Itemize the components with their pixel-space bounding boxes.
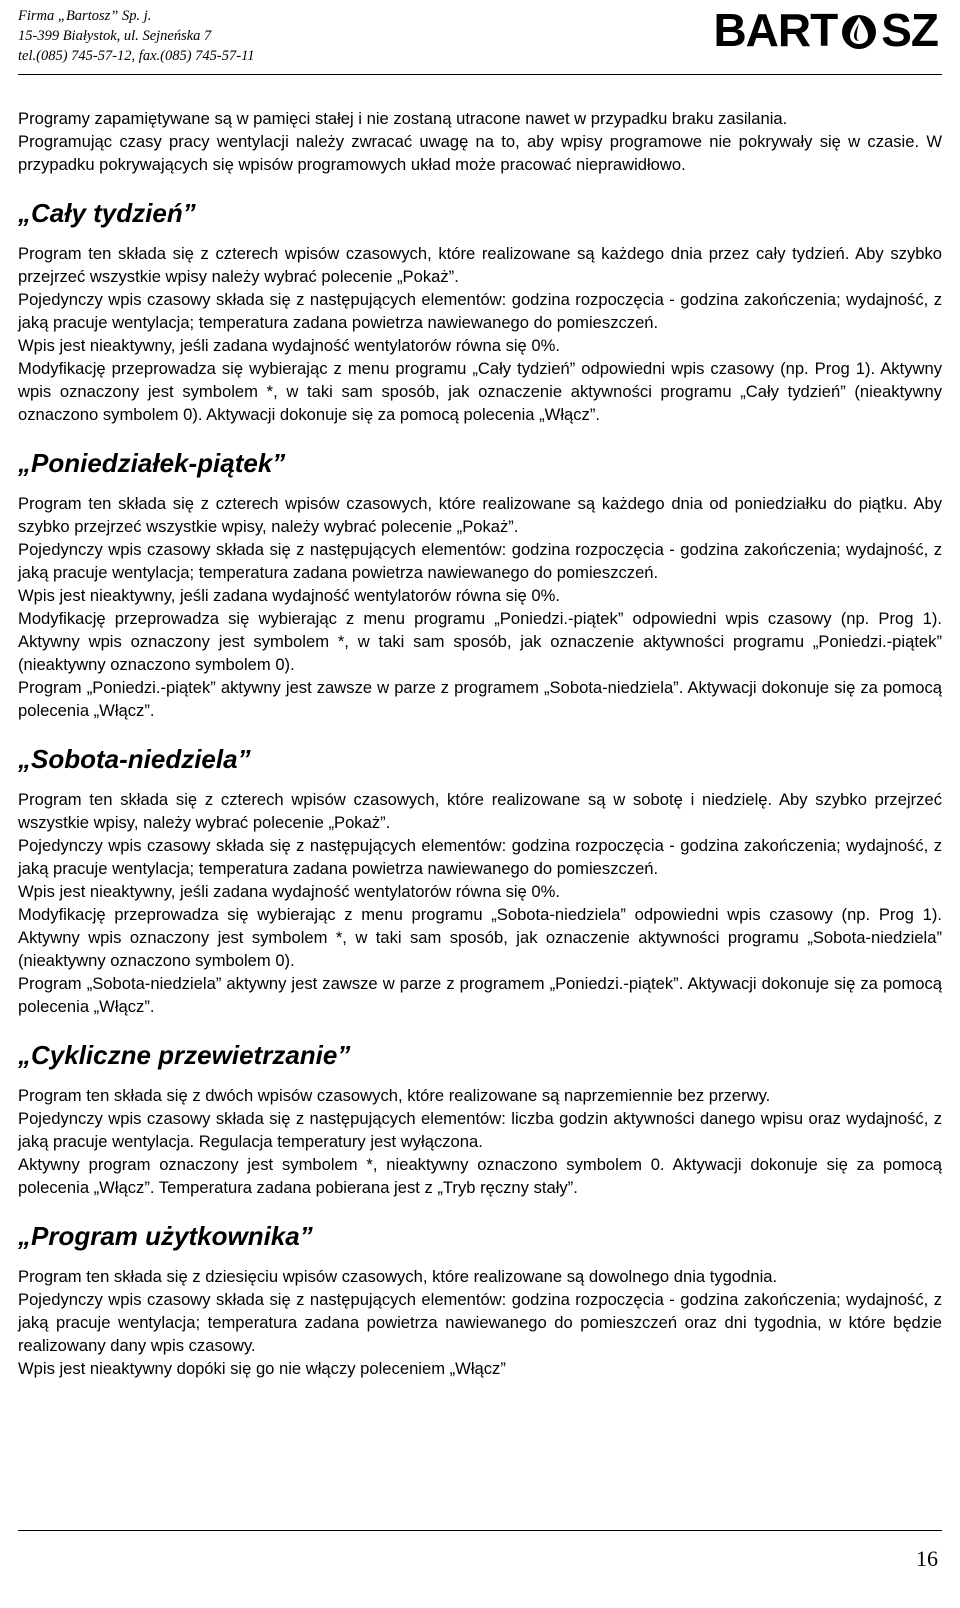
company-info (18, 6, 255, 66)
company-address: 15-399 Białystok, ul. Sejneńska 7 (18, 28, 212, 44)
footer-divider (18, 1530, 942, 1531)
section-paragraph: Wpis jest nieaktywny, jeśli zadana wydajność wentylatorów równa się 0%. (18, 586, 560, 605)
section-heading: „Poniedziałek-piątek” (18, 448, 286, 478)
section-heading: „Sobota-niedziela” (18, 744, 251, 774)
section-paragraph: Program ten składa się z czterech wpisów czasowych, które realizowane są w sobotę i niedzielę. Aby szybko przejrzeć wszystkie wpisy, należy wybrać polecenie „Pokaż”. (18, 790, 942, 832)
section-paragraph: Pojedynczy wpis czasowy składa się z następujących elementów: godzina rozpoczęcia - godzina zakończenia; wydajność, z jaką pracuje wentylacja; temperatura zadana powietrza nawiewanego do pomieszczeń oraz dni tygodnia, w które będzie realizowany dany wpis czasowy. (18, 1290, 942, 1355)
section-paragraph: Program ten składa się z dwóch wpisów czasowych, które realizowane są naprzemiennie bez przerwy. (18, 1086, 771, 1105)
section-paragraph: Program ten składa się z czterech wpisów czasowych, które realizowane są każdego dnia przez cały tydzień. Aby szybko przejrzeć wszystkie wpisy należy wybrać polecenie „Pokaż”. (18, 244, 942, 286)
section-paragraph: Program ten składa się z czterech wpisów czasowych, które realizowane są każdego dnia od poniedziałku do piątku. Aby szybko przejrzeć wszystkie wpisy, należy wybrać polecenie „Pokaż”. (18, 494, 942, 536)
section-paragraph: Wpis jest nieaktywny, jeśli zadana wydajność wentylatorów równa się 0%. (18, 336, 560, 355)
section-paragraph: Program ten składa się z dziesięciu wpisów czasowych, które realizowane są dowolnego dnia tygodnia. (18, 1267, 778, 1286)
section-heading: „Program użytkownika” (18, 1221, 313, 1251)
logo-text-left: BART (713, 4, 838, 56)
section-paragraph: Modyfikację przeprowadza się wybierając z menu programu „Poniedzi.-piątek” odpowiedni wpis czasowy (np. Prog 1). Aktywny wpis oznaczony jest symbolem *, w taki sam sposób, jak oznaczenie aktywności programu „Poniedzi.-piątek” (nieaktywny oznaczono symbolem 0). (18, 609, 942, 674)
document-body (18, 107, 942, 1380)
company-name: Firma „Bartosz” Sp. j. (18, 8, 152, 24)
section-paragraph: Modyfikację przeprowadza się wybierając z menu programu „Sobota-niedziela” odpowiedni wpis czasowy (np. Prog 1). Aktywny wpis oznaczony jest symbolem *, w taki sam sposób, jak oznaczenie aktywności programu „Sobota-niedziela” (nieaktywny oznaczono symbolem 0). (18, 905, 942, 970)
section-paragraph: Program „Sobota-niedziela” aktywny jest zawsze w parze z programem „Poniedzi.-piątek”. Aktywacji dokonuje się za pomocą polecenia „Włącz”. (18, 974, 942, 1016)
section-paragraph: Pojedynczy wpis czasowy składa się z następujących elementów: liczba godzin aktywności danego wpisu oraz wydajność, z jaką pracuje wentylacja. Regulacja temperatury jest wyłączona. (18, 1109, 942, 1151)
intro-paragraph: Programując czasy pracy wentylacji należy zwracać uwagę na to, aby wpisy programowe nie pokrywały się w czasie. W przypadku pokrywających się wpisów programowych układ może pracować nieprawidłowo. (18, 132, 942, 174)
header-divider (18, 74, 942, 75)
section-paragraph: Wpis jest nieaktywny, jeśli zadana wydajność wentylatorów równa się 0%. (18, 882, 560, 901)
section-paragraph: Pojedynczy wpis czasowy składa się z następujących elementów: godzina rozpoczęcia - godzina zakończenia; wydajność, z jaką pracuje wentylacja; temperatura zadana powietrza nawiewanego do pomieszczeń. (18, 836, 942, 878)
company-logo (713, 4, 938, 56)
section-paragraph: Program „Poniedzi.-piątek” aktywny jest zawsze w parze z programem „Sobota-niedziela”. Aktywacji dokonuje się za pomocą polecenia „Włącz”. (18, 678, 942, 720)
section-paragraph: Pojedynczy wpis czasowy składa się z następujących elementów: godzina rozpoczęcia - godzina zakończenia; wydajność, z jaką pracuje wentylacja; temperatura zadana powietrza nawiewanego do pomieszczeń. (18, 290, 942, 332)
logo-text-right: SZ (881, 4, 938, 56)
section-heading: „Cały tydzień” (18, 198, 196, 228)
intro-paragraph: Programy zapamiętywane są w pamięci stałej i nie zostaną utracone nawet w przypadku braku zasilania. (18, 109, 788, 128)
page-number: 16 (916, 1546, 938, 1571)
section-paragraph: Wpis jest nieaktywny dopóki się go nie włączy poleceniem „Włącz” (18, 1359, 506, 1378)
section-heading: „Cykliczne przewietrzanie” (18, 1040, 351, 1070)
section-paragraph: Aktywny program oznaczony jest symbolem *, nieaktywny oznaczono symbolem 0. Aktywacji dokonuje się za pomocą polecenia „Włącz”. Temperatura zadana pobierana jest z „Tryb ręczny stały”. (18, 1155, 942, 1197)
company-phone: tel.(085) 745-57-12, fax.(085) 745-57-11 (18, 48, 255, 64)
section-paragraph: Modyfikację przeprowadza się wybierając z menu programu „Cały tydzień” odpowiedni wpis czasowy (np. Prog 1). Aktywny wpis oznaczony jest symbolem *, w taki sam sposób, jak oznaczenie aktywności programu „Cały tydzień” (nieaktywny oznaczono symbolem 0). Aktywacji dokonuje się za pomocą polecenia „Włącz”. (18, 359, 942, 424)
drop-logo-icon (839, 8, 879, 52)
section-paragraph: Pojedynczy wpis czasowy składa się z następujących elementów: godzina rozpoczęcia - godzina zakończenia; wydajność, z jaką pracuje wentylacja; temperatura zadana powietrza nawiewanego do pomieszczeń. (18, 540, 942, 582)
